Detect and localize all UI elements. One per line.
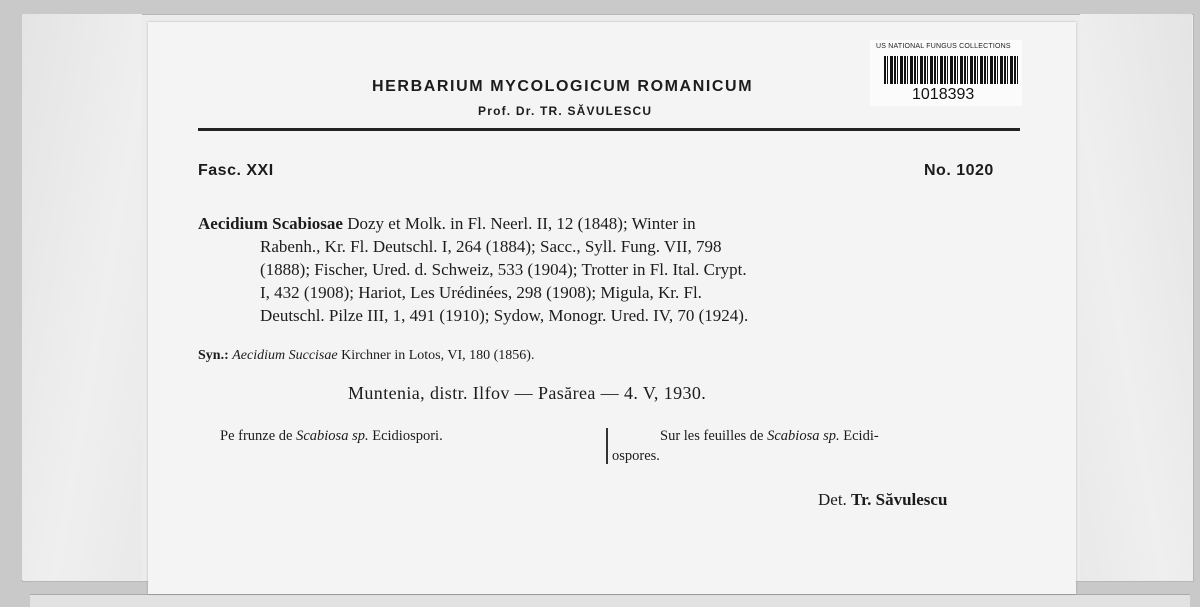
herbarium-subtitle: Prof. Dr. TR. SĂVULESCU (478, 104, 653, 118)
host-ro-prefix: Pe frunze de (220, 428, 297, 444)
barcode-number: 1018393 (912, 86, 975, 103)
host-ro-suffix: Ecidiospori. (368, 428, 443, 444)
citation-block (198, 212, 1020, 327)
herbarium-title: HERBARIUM MYCOLOGICUM ROMANICUM (372, 78, 754, 95)
host-french (660, 428, 879, 445)
host-fr-prefix: Sur les feuilles de (660, 428, 768, 444)
citation-line: (1888); Fischer, Ured. d. Schweiz, 533 (1904); Trotter in Fl. Ital. Crypt. (260, 260, 747, 279)
exsiccata-number: No. 1020 (924, 162, 994, 179)
column-divider (606, 428, 608, 464)
barcode-caption: US NATIONAL FUNGUS COLLECTIONS (876, 43, 1011, 50)
envelope-flap-left (22, 14, 142, 580)
envelope-flap-right (1080, 14, 1192, 580)
determiner (818, 490, 947, 510)
species-name: Aecidium Scabiosae (198, 214, 343, 233)
host-french-continued: ospores. (612, 448, 660, 464)
locality: Muntenia, distr. Ilfov — Pasărea — 4. V, 1930. (348, 383, 707, 403)
host-romanian (220, 428, 443, 445)
synonym-name: Aecidium Succisae (232, 348, 338, 363)
determiner-prefix: Det. (818, 490, 852, 509)
bottom-strip (30, 594, 1190, 607)
fascicle-number: Fasc. XXI (198, 162, 274, 179)
host-ro-taxon: Scabiosa sp. (296, 428, 369, 444)
citation-line: Deutschl. Pilze III, 1, 491 (1910); Sydow, Monogr. Ured. IV, 70 (1924). (260, 306, 749, 325)
citation-line: I, 432 (1908); Hariot, Les Urédinées, 298 (1908); Migula, Kr. Fl. (260, 283, 702, 302)
citation-line: Rabenh., Kr. Fl. Deutschl. I, 264 (1884); Sacc., Syll. Fung. VII, 798 (260, 237, 722, 256)
synonym-line (198, 348, 534, 364)
header-rule (198, 128, 1020, 131)
host-fr-suffix: Ecidi- (839, 428, 879, 444)
citation-text: Dozy et Molk. in Fl. Neerl. II, 12 (1848); Winter in (342, 214, 696, 233)
barcode-icon (884, 56, 1018, 84)
determiner-name: Tr. Săvulescu (851, 490, 948, 509)
synonym-label: Syn.: (198, 348, 229, 363)
synonym-citation: Kirchner in Lotos, VI, 180 (1856). (337, 348, 535, 363)
citation-line (198, 212, 1020, 235)
host-fr-taxon: Scabiosa sp. (767, 428, 840, 444)
